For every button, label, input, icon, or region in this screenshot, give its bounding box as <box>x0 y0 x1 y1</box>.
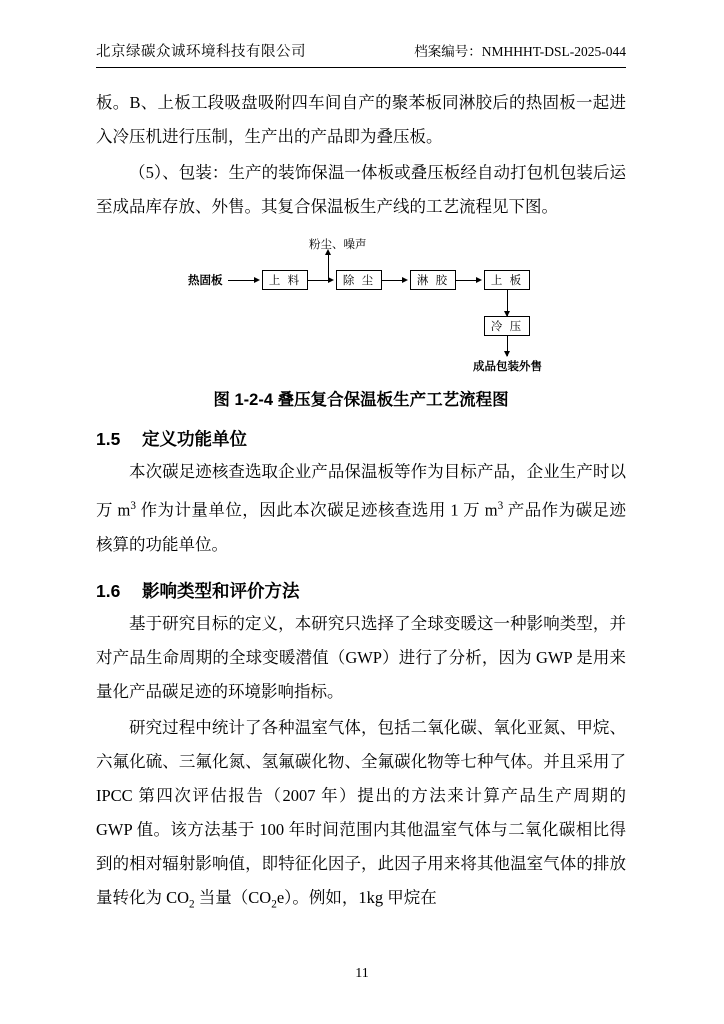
paragraph-1-6-2-part3: e）。例如，1kg 甲烷在 <box>276 887 437 907</box>
figure-caption: 图 1-2-4 叠压复合保温板生产工艺流程图 <box>213 391 509 409</box>
diagram-line-1-2 <box>308 280 330 281</box>
paragraph-1-5-part3: 产品作为碳足迹核算的功能单位。 <box>96 500 626 554</box>
paragraph-1-6-2-sub2: 2 <box>271 897 277 910</box>
header-archive-label: 档案编号： <box>414 44 482 59</box>
diagram-input-label: 热固板 <box>188 275 223 287</box>
diagram-line-3-4 <box>456 280 478 281</box>
header-company-name: 北京绿碳众诚环境科技有限公司 <box>96 44 306 60</box>
heading-1-5-title: 定义功能单位 <box>142 429 247 449</box>
page-number: 11 <box>355 966 369 981</box>
heading-1-5 <box>96 426 626 451</box>
diagram-emission-label: 粉尘、噪声 <box>309 239 367 251</box>
paragraph-1-6-2-part2: 当量（CO <box>194 887 272 907</box>
header-divider <box>96 67 626 68</box>
page-header <box>96 40 626 65</box>
header-archive <box>414 40 626 60</box>
process-flow-diagram <box>96 236 626 376</box>
diagram-node-3: 淋 胶 <box>410 270 456 290</box>
heading-1-6-number: 1.6 <box>96 580 121 601</box>
diagram-arrow-in-icon <box>254 277 260 283</box>
diagram-line-in <box>228 280 256 281</box>
paragraph-1-5-part1: 本次碳足迹核查选取企业产品保温板等作为目标产品，企业生产时以万 m <box>96 462 626 520</box>
diagram-arrow-3-4-icon <box>476 277 482 283</box>
heading-1-5-number: 1.5 <box>96 429 121 449</box>
header-archive-code: NMHHHT-DSL-2025-044 <box>481 44 626 59</box>
paragraph-1-5-sup1: 3 <box>130 500 136 512</box>
heading-1-6 <box>96 578 626 603</box>
paragraph-1-5 <box>96 455 626 562</box>
paragraph-1-5-part2: 作为计量单位，因此本次碳足迹核查选用 1 万 m <box>135 500 498 520</box>
diagram-emission-arrow-icon <box>325 249 331 255</box>
diagram-node-5: 冷 压 <box>484 316 530 336</box>
diagram-arrow-out-icon <box>504 351 510 357</box>
diagram-arrow-2-3-icon <box>402 277 408 283</box>
diagram-line-2-3 <box>382 280 404 281</box>
page-content <box>96 40 626 923</box>
diagram-node-1: 上 料 <box>262 270 308 290</box>
diagram-arrow-1-2-icon <box>328 277 334 283</box>
paragraph-1-6-2-sub1: 2 <box>189 897 195 910</box>
heading-1-6-title: 影响类型和评价方法 <box>142 580 300 601</box>
diagram-node-4: 上 板 <box>484 270 530 290</box>
paragraph-continued: 板。B、上板工段吸盘吸附四车间自产的聚苯板同淋胶后的热固板一起进入冷压机进行压制，生产出的产品即为叠压板。 <box>96 93 626 146</box>
diagram-output-label: 成品包装外售 <box>473 361 542 373</box>
diagram-node-2: 除 尘 <box>336 270 382 290</box>
paragraph-1-5-sup2: 3 <box>497 500 504 512</box>
paragraph-1-6-1: 基于研究目标的定义，本研究只选择了全球变暖这一种影响类型，并对产品生命周期的全球变暖潜值（GWP）进行了分析，因为 GWP 是用来量化产品碳足迹的环境影响指标。 <box>96 613 626 701</box>
paragraph-1-6-2 <box>96 711 626 921</box>
paragraph-1-6-2-part1: 研究过程中统计了各种温室气体，包括二氧化碳、氧化亚氮、甲烷、六氟化硫、三氟化氮、氢氟碳化物、全氟碳化物等七种气体。并且采用了 IPCC 第四次评估报告（2007 年）提出的方法来计算产品生产周期的 GWP 值。该方法基于 100 年时间范围内其他温室气体与二氧化碳相比得到的相对辐射影响值，即特征化因子，此因子用来将其他温室气体的排放量转化为 CO <box>96 717 626 907</box>
paragraph-packaging: （5）、包装：生产的装饰保温一体板或叠压板经自动打包机包装后运至成品库存放、外售。其复合保温板生产线的工艺流程见下图。 <box>96 163 626 216</box>
